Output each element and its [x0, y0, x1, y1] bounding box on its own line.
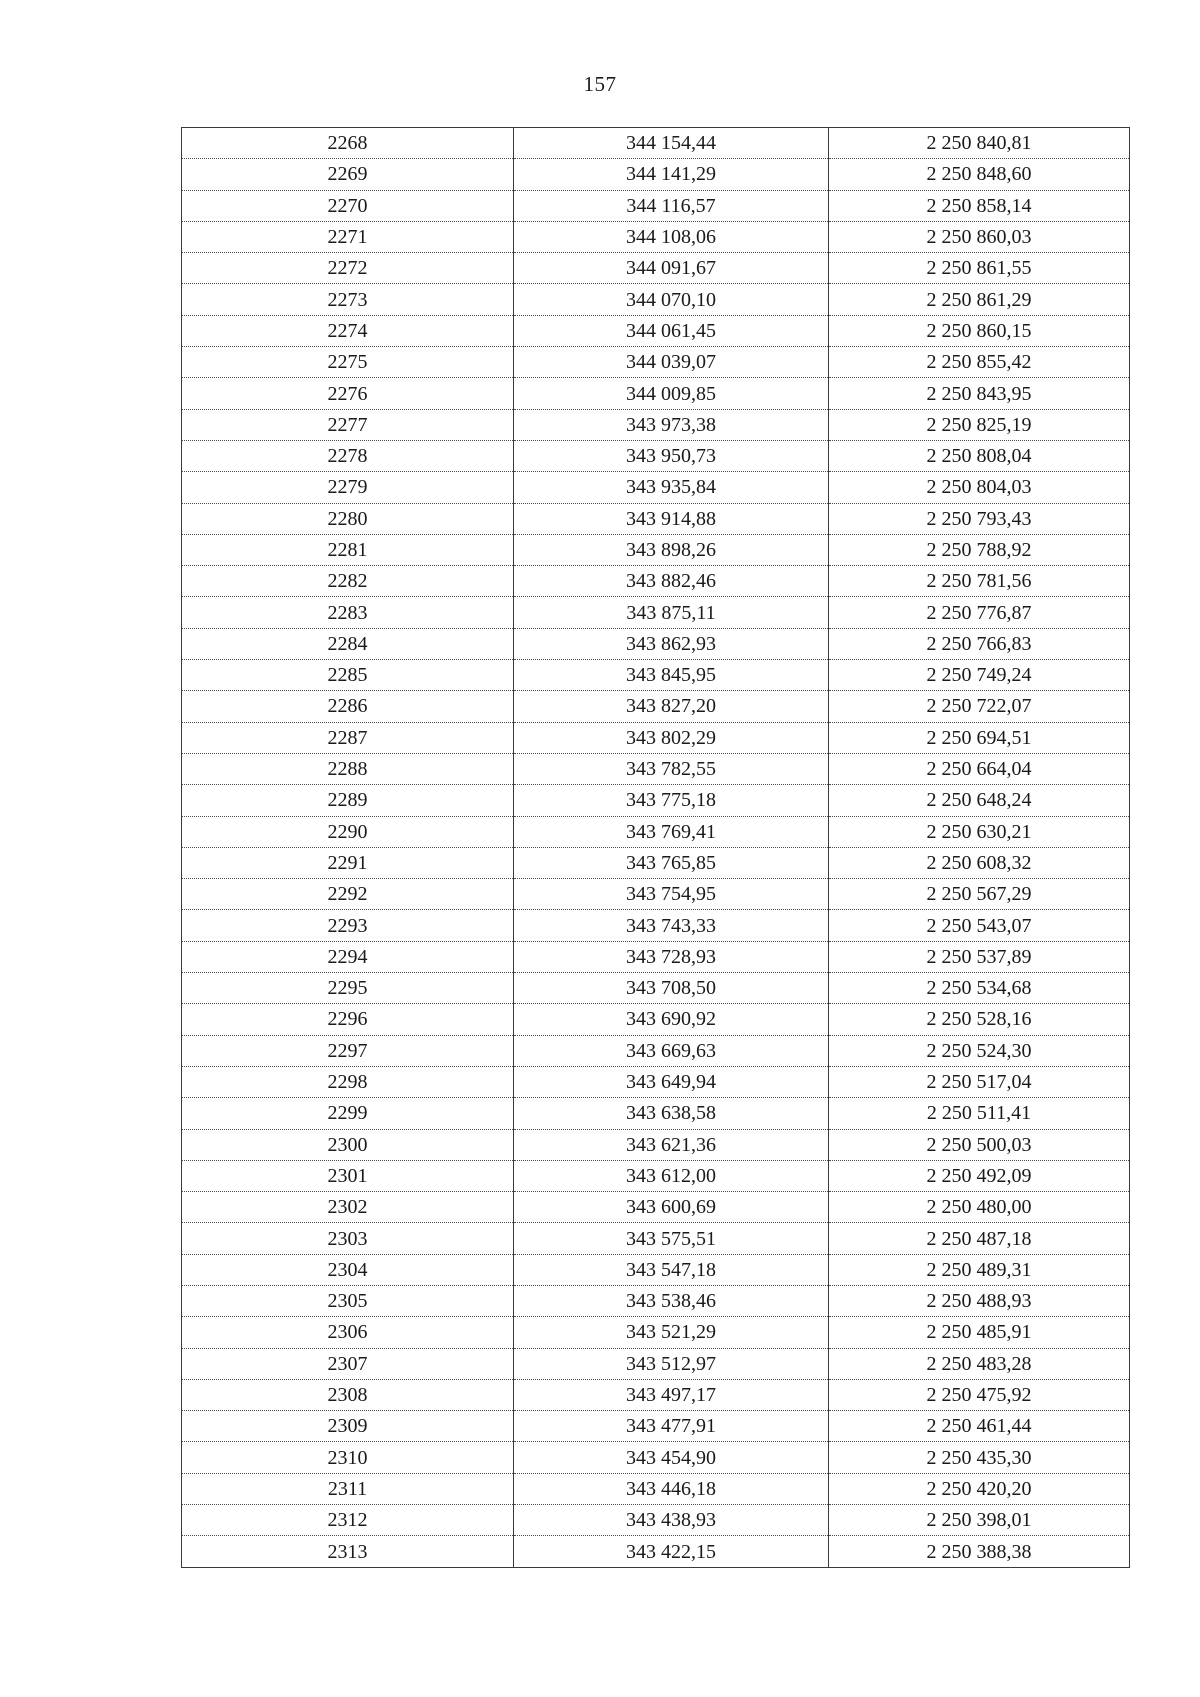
y-coordinate-cell: 2 250 848,60 — [829, 159, 1130, 190]
y-coordinate-cell: 2 250 461,44 — [829, 1411, 1130, 1442]
point-number-cell: 2305 — [182, 1285, 514, 1316]
y-coordinate-cell: 2 250 528,16 — [829, 1004, 1130, 1035]
y-coordinate-cell: 2 250 749,24 — [829, 660, 1130, 691]
y-coordinate-cell: 2 250 511,41 — [829, 1098, 1130, 1129]
x-coordinate-cell: 343 882,46 — [514, 566, 829, 597]
table-row — [182, 1098, 1130, 1129]
y-coordinate-cell: 2 250 793,43 — [829, 503, 1130, 534]
x-coordinate-cell: 343 802,29 — [514, 722, 829, 753]
x-coordinate-cell: 343 914,88 — [514, 503, 829, 534]
x-coordinate-cell: 343 669,63 — [514, 1035, 829, 1066]
table-row — [182, 440, 1130, 471]
y-coordinate-cell: 2 250 483,28 — [829, 1348, 1130, 1379]
y-coordinate-cell: 2 250 788,92 — [829, 534, 1130, 565]
table-row — [182, 1160, 1130, 1191]
point-number-cell: 2273 — [182, 284, 514, 315]
y-coordinate-cell: 2 250 435,30 — [829, 1442, 1130, 1473]
x-coordinate-cell: 343 862,93 — [514, 628, 829, 659]
y-coordinate-cell: 2 250 485,91 — [829, 1317, 1130, 1348]
y-coordinate-cell: 2 250 648,24 — [829, 785, 1130, 816]
x-coordinate-cell: 343 875,11 — [514, 597, 829, 628]
point-number-cell: 2280 — [182, 503, 514, 534]
x-coordinate-cell: 343 935,84 — [514, 472, 829, 503]
table-row — [182, 1223, 1130, 1254]
point-number-cell: 2307 — [182, 1348, 514, 1379]
point-number-cell: 2293 — [182, 910, 514, 941]
point-number-cell: 2278 — [182, 440, 514, 471]
point-number-cell: 2297 — [182, 1035, 514, 1066]
point-number-cell: 2312 — [182, 1505, 514, 1536]
point-number-cell: 2306 — [182, 1317, 514, 1348]
y-coordinate-cell: 2 250 843,95 — [829, 378, 1130, 409]
y-coordinate-cell: 2 250 858,14 — [829, 190, 1130, 221]
table-row — [182, 1473, 1130, 1504]
table-row — [182, 1004, 1130, 1035]
y-coordinate-cell: 2 250 860,03 — [829, 221, 1130, 252]
x-coordinate-cell: 343 765,85 — [514, 847, 829, 878]
point-number-cell: 2309 — [182, 1411, 514, 1442]
point-number-cell: 2283 — [182, 597, 514, 628]
x-coordinate-cell: 343 512,97 — [514, 1348, 829, 1379]
x-coordinate-cell: 343 973,38 — [514, 409, 829, 440]
table-row — [182, 190, 1130, 221]
x-coordinate-cell: 343 649,94 — [514, 1066, 829, 1097]
x-coordinate-cell: 344 154,44 — [514, 128, 829, 159]
y-coordinate-cell: 2 250 487,18 — [829, 1223, 1130, 1254]
table-row — [182, 1192, 1130, 1223]
table-row — [182, 534, 1130, 565]
point-number-cell: 2288 — [182, 753, 514, 784]
table-row — [182, 159, 1130, 190]
x-coordinate-cell: 343 728,93 — [514, 941, 829, 972]
point-number-cell: 2300 — [182, 1129, 514, 1160]
x-coordinate-cell: 343 827,20 — [514, 691, 829, 722]
table-row — [182, 128, 1130, 159]
y-coordinate-cell: 2 250 420,20 — [829, 1473, 1130, 1504]
page-number: 157 — [583, 72, 617, 96]
table-row — [182, 566, 1130, 597]
x-coordinate-cell: 343 775,18 — [514, 785, 829, 816]
x-coordinate-cell: 343 612,00 — [514, 1160, 829, 1191]
x-coordinate-cell: 343 754,95 — [514, 879, 829, 910]
x-coordinate-cell: 343 547,18 — [514, 1254, 829, 1285]
table-row — [182, 315, 1130, 346]
point-number-cell: 2308 — [182, 1379, 514, 1410]
point-number-cell: 2291 — [182, 847, 514, 878]
y-coordinate-cell: 2 250 500,03 — [829, 1129, 1130, 1160]
y-coordinate-cell: 2 250 804,03 — [829, 472, 1130, 503]
x-coordinate-cell: 343 845,95 — [514, 660, 829, 691]
x-coordinate-cell: 343 950,73 — [514, 440, 829, 471]
table-row — [182, 1536, 1130, 1567]
table-row — [182, 691, 1130, 722]
table-row — [182, 1035, 1130, 1066]
table-row — [182, 973, 1130, 1004]
point-number-cell: 2271 — [182, 221, 514, 252]
x-coordinate-cell: 344 108,06 — [514, 221, 829, 252]
x-coordinate-cell: 343 621,36 — [514, 1129, 829, 1160]
table-row — [182, 628, 1130, 659]
y-coordinate-cell: 2 250 722,07 — [829, 691, 1130, 722]
point-number-cell: 2302 — [182, 1192, 514, 1223]
y-coordinate-cell: 2 250 855,42 — [829, 347, 1130, 378]
table-row — [182, 253, 1130, 284]
y-coordinate-cell: 2 250 567,29 — [829, 879, 1130, 910]
point-number-cell: 2294 — [182, 941, 514, 972]
table-row — [182, 1505, 1130, 1536]
point-number-cell: 2299 — [182, 1098, 514, 1129]
x-coordinate-cell: 343 638,58 — [514, 1098, 829, 1129]
table-row — [182, 660, 1130, 691]
point-number-cell: 2304 — [182, 1254, 514, 1285]
point-number-cell: 2296 — [182, 1004, 514, 1035]
point-number-cell: 2268 — [182, 128, 514, 159]
x-coordinate-cell: 343 690,92 — [514, 1004, 829, 1035]
table-row — [182, 221, 1130, 252]
table-row — [182, 1066, 1130, 1097]
y-coordinate-cell: 2 250 860,15 — [829, 315, 1130, 346]
y-coordinate-cell: 2 250 694,51 — [829, 722, 1130, 753]
point-number-cell: 2313 — [182, 1536, 514, 1567]
x-coordinate-cell: 344 141,29 — [514, 159, 829, 190]
x-coordinate-cell: 344 091,67 — [514, 253, 829, 284]
y-coordinate-cell: 2 250 475,92 — [829, 1379, 1130, 1410]
table-row — [182, 847, 1130, 878]
x-coordinate-cell: 343 769,41 — [514, 816, 829, 847]
x-coordinate-cell: 343 446,18 — [514, 1473, 829, 1504]
point-number-cell: 2272 — [182, 253, 514, 284]
x-coordinate-cell: 343 477,91 — [514, 1411, 829, 1442]
point-number-cell: 2276 — [182, 378, 514, 409]
point-number-cell: 2287 — [182, 722, 514, 753]
y-coordinate-cell: 2 250 492,09 — [829, 1160, 1130, 1191]
x-coordinate-cell: 343 782,55 — [514, 753, 829, 784]
point-number-cell: 2295 — [182, 973, 514, 1004]
point-number-cell: 2290 — [182, 816, 514, 847]
y-coordinate-cell: 2 250 766,83 — [829, 628, 1130, 659]
point-number-cell: 2282 — [182, 566, 514, 597]
x-coordinate-cell: 343 708,50 — [514, 973, 829, 1004]
x-coordinate-cell: 343 575,51 — [514, 1223, 829, 1254]
x-coordinate-cell: 343 521,29 — [514, 1317, 829, 1348]
table-row — [182, 1348, 1130, 1379]
point-number-cell: 2301 — [182, 1160, 514, 1191]
table-row — [182, 472, 1130, 503]
table-row — [182, 1317, 1130, 1348]
table-row — [182, 1379, 1130, 1410]
x-coordinate-cell: 343 422,15 — [514, 1536, 829, 1567]
y-coordinate-cell: 2 250 480,00 — [829, 1192, 1130, 1223]
point-number-cell: 2311 — [182, 1473, 514, 1504]
table-row — [182, 378, 1130, 409]
table-row — [182, 284, 1130, 315]
y-coordinate-cell: 2 250 664,04 — [829, 753, 1130, 784]
x-coordinate-cell: 344 009,85 — [514, 378, 829, 409]
y-coordinate-cell: 2 250 808,04 — [829, 440, 1130, 471]
x-coordinate-cell: 343 898,26 — [514, 534, 829, 565]
point-number-cell: 2284 — [182, 628, 514, 659]
y-coordinate-cell: 2 250 861,55 — [829, 253, 1130, 284]
table-row — [182, 1285, 1130, 1316]
x-coordinate-cell: 343 454,90 — [514, 1442, 829, 1473]
y-coordinate-cell: 2 250 543,07 — [829, 910, 1130, 941]
point-number-cell: 2269 — [182, 159, 514, 190]
point-number-cell: 2275 — [182, 347, 514, 378]
point-number-cell: 2286 — [182, 691, 514, 722]
y-coordinate-cell: 2 250 781,56 — [829, 566, 1130, 597]
y-coordinate-cell: 2 250 776,87 — [829, 597, 1130, 628]
table-row — [182, 785, 1130, 816]
table-row — [182, 722, 1130, 753]
table-row — [182, 879, 1130, 910]
table-row — [182, 816, 1130, 847]
point-number-cell: 2303 — [182, 1223, 514, 1254]
point-number-cell: 2310 — [182, 1442, 514, 1473]
y-coordinate-cell: 2 250 630,21 — [829, 816, 1130, 847]
point-number-cell: 2277 — [182, 409, 514, 440]
point-number-cell: 2279 — [182, 472, 514, 503]
y-coordinate-cell: 2 250 517,04 — [829, 1066, 1130, 1097]
point-number-cell: 2270 — [182, 190, 514, 221]
x-coordinate-cell: 344 039,07 — [514, 347, 829, 378]
x-coordinate-cell: 343 743,33 — [514, 910, 829, 941]
point-number-cell: 2292 — [182, 879, 514, 910]
table-row — [182, 1254, 1130, 1285]
coordinates-table-body — [182, 128, 1130, 1568]
point-number-cell: 2285 — [182, 660, 514, 691]
point-number-cell: 2281 — [182, 534, 514, 565]
y-coordinate-cell: 2 250 488,93 — [829, 1285, 1130, 1316]
table-row — [182, 753, 1130, 784]
table-row — [182, 347, 1130, 378]
table-row — [182, 941, 1130, 972]
y-coordinate-cell: 2 250 840,81 — [829, 128, 1130, 159]
y-coordinate-cell: 2 250 608,32 — [829, 847, 1130, 878]
x-coordinate-cell: 343 497,17 — [514, 1379, 829, 1410]
x-coordinate-cell: 343 600,69 — [514, 1192, 829, 1223]
y-coordinate-cell: 2 250 537,89 — [829, 941, 1130, 972]
x-coordinate-cell: 344 061,45 — [514, 315, 829, 346]
point-number-cell: 2298 — [182, 1066, 514, 1097]
y-coordinate-cell: 2 250 861,29 — [829, 284, 1130, 315]
y-coordinate-cell: 2 250 388,38 — [829, 1536, 1130, 1567]
table-row — [182, 503, 1130, 534]
table-row — [182, 1411, 1130, 1442]
x-coordinate-cell: 344 070,10 — [514, 284, 829, 315]
x-coordinate-cell: 343 438,93 — [514, 1505, 829, 1536]
y-coordinate-cell: 2 250 489,31 — [829, 1254, 1130, 1285]
x-coordinate-cell: 343 538,46 — [514, 1285, 829, 1316]
point-number-cell: 2289 — [182, 785, 514, 816]
coordinates-table — [181, 127, 1130, 1568]
y-coordinate-cell: 2 250 534,68 — [829, 973, 1130, 1004]
y-coordinate-cell: 2 250 524,30 — [829, 1035, 1130, 1066]
point-number-cell: 2274 — [182, 315, 514, 346]
table-row — [182, 1129, 1130, 1160]
x-coordinate-cell: 344 116,57 — [514, 190, 829, 221]
y-coordinate-cell: 2 250 398,01 — [829, 1505, 1130, 1536]
y-coordinate-cell: 2 250 825,19 — [829, 409, 1130, 440]
table-row — [182, 1442, 1130, 1473]
table-row — [182, 409, 1130, 440]
table-row — [182, 597, 1130, 628]
table-row — [182, 910, 1130, 941]
